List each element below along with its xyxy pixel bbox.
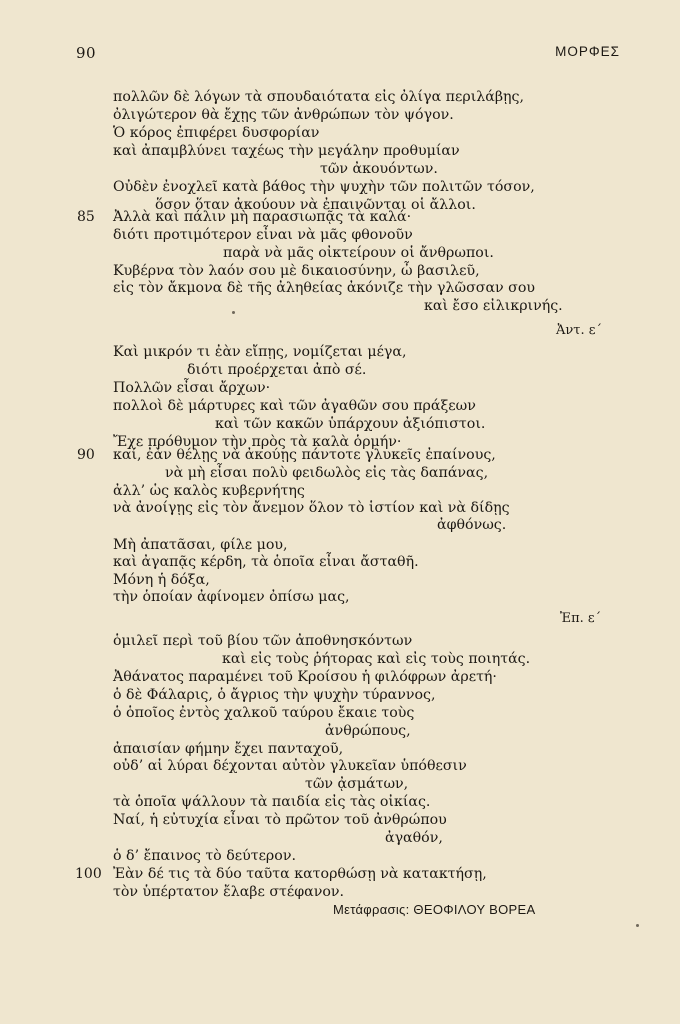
verse-line: Καὶ μικρόν τι ἐὰν εἴπῃς, νομίζεται μέγα, xyxy=(113,344,407,360)
verse-line: ἀλλ’ ὡς καλὸς κυβερνήτης xyxy=(113,483,305,499)
section-heading-epode: Ἐπ. ε΄ xyxy=(560,611,602,626)
verse-line: Ἀθάνατος παραμένει τοῦ Κροίσου ἡ φιλόφρων ἀρετή· xyxy=(113,669,497,685)
verse-line: ὀλιγώτερον θὰ ἔχῃς τῶν ἀνθρώπων τὸν ψόγον. xyxy=(113,107,454,123)
verse-line: ὁ ὁποῖος ἐντὸς χαλκοῦ ταύρου ἔκαιε τοὺς xyxy=(113,705,415,721)
verse-line: τὸν ὑπέρτατον ἔλαβε στέφανον. xyxy=(113,884,345,900)
verse-line: Πολλῶν εἶσαι ἄρχων· xyxy=(113,380,271,396)
verse-line: πολλοὶ δὲ μάρτυρες καὶ τῶν ἀγαθῶν σου πράξεων xyxy=(113,398,476,414)
verse-line: Μόνη ἡ δόξα, xyxy=(113,572,210,588)
verse-line: καί, ἐὰν θέλῃς νὰ ἀκούῃς πάντοτε γλυκεῖς ἐπαίνους, xyxy=(113,447,496,463)
verse-line-indented: τῶν ἀκουόντων. xyxy=(320,161,438,177)
verse-line: Οὐδὲν ἐνοχλεῖ κατὰ βάθος τὴν ψυχὴν τῶν πολιτῶν τόσον, xyxy=(113,179,535,195)
verse-line: Ναί, ἡ εὐτυχία εἶναι τὸ πρῶτον τοῦ ἀνθρώπου xyxy=(113,812,447,828)
verse-line-indented: καὶ τῶν κακῶν ὑπάρχουν ἀξιόπιστοι. xyxy=(215,416,486,432)
verse-line: τὴν ὁποίαν ἀφίνομεν ὀπίσω μας, xyxy=(113,589,350,605)
verse-line: ὁ δὲ Φάλαρις, ὁ ἄγριος τὴν ψυχὴν τύραννος, xyxy=(113,687,436,703)
paper-speck xyxy=(636,924,639,927)
verse-line: καὶ ἀγαπᾷς κέρδη, τὰ ὁποῖα εἶναι ἄσταθῆ. xyxy=(113,554,419,570)
verse-line-indented: ἀγαθόν, xyxy=(385,830,443,846)
line-number: 100 xyxy=(75,866,102,882)
verse-line: Μὴ ἀπατᾶσαι, φίλε μου, xyxy=(113,537,288,553)
verse-line: Ἐὰν δέ τις τὰ δύο ταῦτα κατορθώσῃ νὰ κατακτήσῃ, xyxy=(113,866,487,882)
verse-line: διότι προτιμότερον εἶναι νὰ μᾶς φθονοῦν xyxy=(113,227,413,243)
verse-line: καὶ ἀπαμβλύνει ταχέως τὴν μεγάλην προθυμίαν xyxy=(113,143,460,159)
verse-line-indented: διότι προέρχεται ἀπὸ σέ. xyxy=(187,362,367,378)
verse-line: οὐδ’ αἱ λύραι δέχονται αὐτὸν γλυκεῖαν ὑπόθεσιν xyxy=(113,758,467,774)
verse-line-indented: παρὰ νὰ μᾶς οἰκτείρουν οἱ ἄνθρωποι. xyxy=(223,245,494,261)
verse-line: ὁ δ’ ἔπαινος τὸ δεύτερον. xyxy=(113,848,296,864)
verse-line-indented: ἀνθρώπους, xyxy=(325,723,411,739)
verse-line-indented: ἀφθόνως. xyxy=(437,517,507,533)
verse-line-indented: ὅσον ὅταν ἀκούουν νὰ ἐπαινῶνται οἱ ἄλλοι. xyxy=(155,197,476,213)
line-number: 90 xyxy=(77,447,95,463)
verse-line: Ἔχε πρόθυμον τὴν πρὸς τὰ καλὰ ὁρμήν· xyxy=(113,434,402,450)
page-number: 90 xyxy=(76,44,97,62)
verse-line: Κυβέρνα τὸν λαόν σου μὲ δικαιοσύνην, ὦ βασιλεῦ, xyxy=(113,263,480,279)
verse-line-indented: νὰ μὴ εἶσαι πολὺ φειδωλὸς εἰς τὰς δαπάνας, xyxy=(165,465,489,481)
verse-line: Ὁ κόρος ἐπιφέρει δυσφορίαν xyxy=(113,125,320,141)
verse-line: εἰς τὸν ἄκμονα δὲ τῆς ἀληθείας ἀκόνιζε τὴν γλῶσσαν σου xyxy=(113,280,536,296)
translator-credit: Μετάφρασις: ΘΕΟΦΙΛΟΥ ΒΟΡΕΑ xyxy=(333,902,536,917)
verse-line: ὁμιλεῖ περὶ τοῦ βίου τῶν ἀποθνησκόντων xyxy=(113,633,413,649)
paper-speck xyxy=(232,311,235,314)
verse-line: πολλῶν δὲ λόγων τὰ σπουδαιότατα εἰς ὀλίγα περιλάβῃς, xyxy=(113,89,524,105)
verse-line-indented: καὶ εἰς τοὺς ῥήτορας καὶ εἰς τοὺς ποιητάς. xyxy=(222,651,531,667)
verse-line: τὰ ὁποῖα ψάλλουν τὰ παιδία εἰς τὰς οἰκίας. xyxy=(113,794,431,810)
verse-line: ἀπαισίαν φήμην ἔχει πανταχοῦ, xyxy=(113,741,344,757)
line-number: 85 xyxy=(77,209,95,225)
verse-line-indented: τῶν ᾀσμάτων, xyxy=(305,776,409,792)
verse-line-indented: καὶ ἔσο εἰλικρινής. xyxy=(424,298,563,314)
verse-line: νὰ ἀνοίγῃς εἰς τὸν ἄνεμον ὅλον τὸ ἱστίον καὶ νὰ δίδῃς xyxy=(113,500,510,516)
verse-line: Ἀλλὰ καὶ πάλιν μὴ παρασιωπᾷς τὰ καλά· xyxy=(113,209,412,225)
section-heading-antistrophe: Ἀντ. ε΄ xyxy=(556,323,602,338)
running-title: ΜΟΡΦΕΣ xyxy=(555,44,620,59)
